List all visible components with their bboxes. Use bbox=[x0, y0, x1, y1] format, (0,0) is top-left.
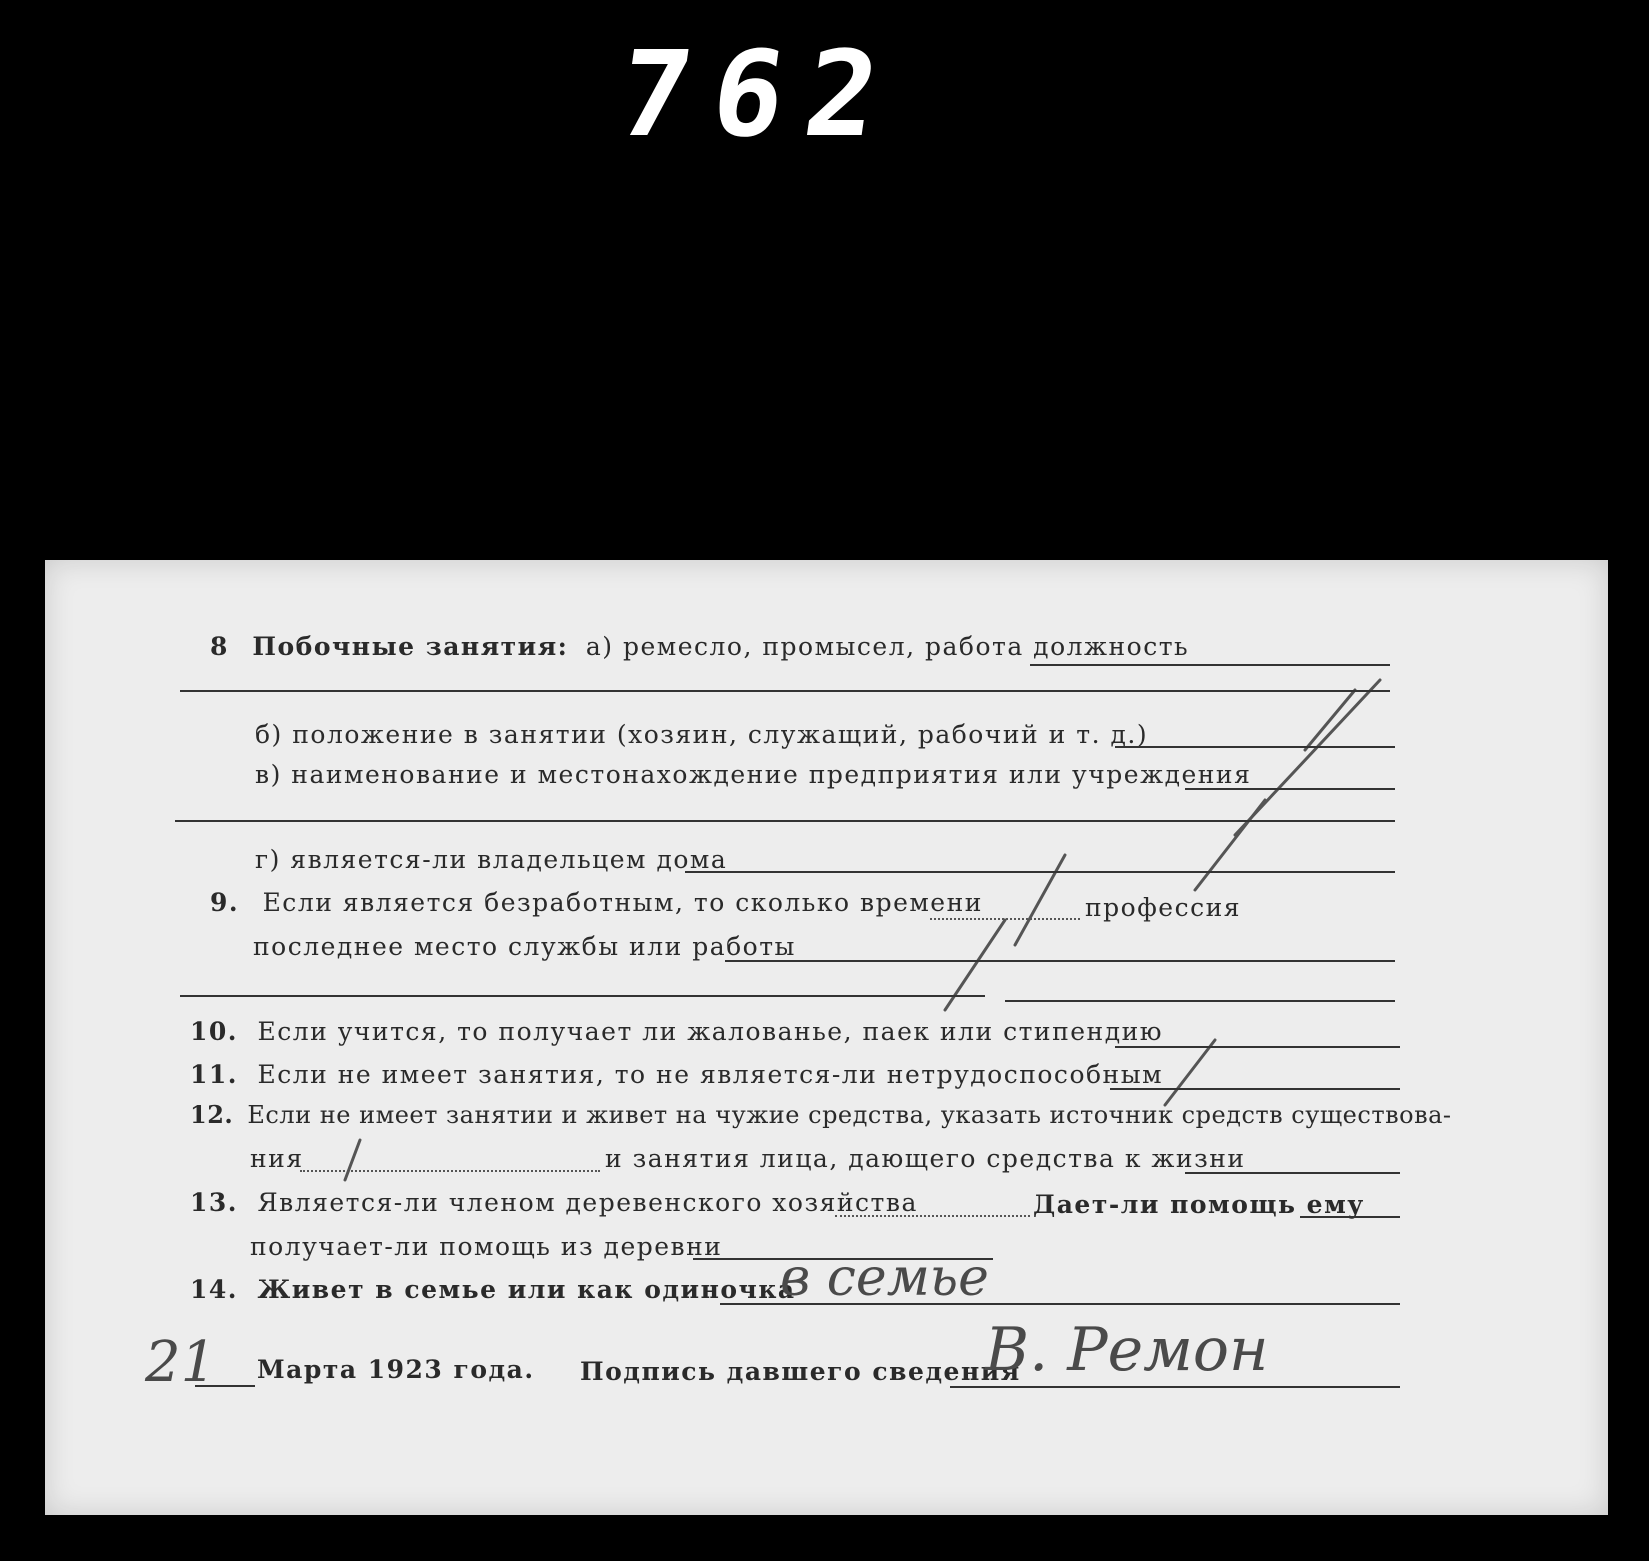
q8-v-answer-line bbox=[1185, 788, 1395, 790]
q12-source-answer-line bbox=[300, 1170, 600, 1172]
q9-last-place-label: последнее место службы или работы bbox=[253, 932, 796, 961]
q11-answer-line bbox=[1110, 1088, 1400, 1090]
frame-number: 762 bbox=[610, 25, 909, 163]
q10-number: 10. bbox=[190, 1017, 238, 1046]
q8-b-label: б) положение в занятии (хозяин, служащий, рабочий и т. д.) bbox=[255, 720, 1149, 749]
q9-answer-line-2a bbox=[180, 995, 985, 997]
q9-last-place-answer-line bbox=[725, 960, 1395, 962]
q12-cont: ния bbox=[250, 1144, 304, 1173]
q12-occupation-label: и занятия лица, дающего средства к жизни bbox=[605, 1144, 1246, 1173]
q8-g-label: г) является-ли владельцем дома bbox=[255, 845, 728, 874]
q12-occupation-answer-line bbox=[1185, 1172, 1400, 1174]
q9-answer-line-2b bbox=[1005, 1000, 1395, 1002]
q13-help-answer-line bbox=[1300, 1216, 1400, 1218]
q8-g-answer-line bbox=[685, 871, 1395, 873]
q13-text: Является-ли членом деревенского хозяйства bbox=[257, 1188, 918, 1217]
questionnaire-card bbox=[45, 560, 1608, 1515]
q11-text: Если не имеет занятия, то не является-ли нетрудоспособным bbox=[257, 1060, 1164, 1089]
q11-line bbox=[190, 1060, 1163, 1090]
footer-handwritten-day: 21 bbox=[145, 1330, 217, 1395]
footer-signature: В. Ремон bbox=[985, 1315, 1269, 1385]
q13-member-answer-line bbox=[835, 1215, 1030, 1217]
q14-handwritten-answer: в семье bbox=[780, 1248, 989, 1308]
q14-text: Живет в семье или как одиночка bbox=[257, 1275, 796, 1304]
footer-signature-line bbox=[950, 1386, 1400, 1388]
q9-line bbox=[210, 888, 983, 918]
q13-line bbox=[190, 1188, 918, 1218]
q12-line bbox=[190, 1100, 1452, 1130]
q12-cont-line bbox=[250, 1144, 304, 1174]
q10-answer-line bbox=[1115, 1046, 1400, 1048]
q13-number: 13. bbox=[190, 1188, 238, 1217]
q8-title: Побочные занятия: bbox=[252, 632, 569, 661]
q10-text: Если учится, то получает ли жалованье, паек или стипендию bbox=[257, 1017, 1164, 1046]
q9-time-answer-line bbox=[930, 918, 1080, 920]
q8-number: 8 bbox=[210, 632, 229, 661]
q11-number: 11. bbox=[190, 1060, 238, 1089]
q13-receives-label: получает-ли помощь из деревни bbox=[250, 1232, 723, 1261]
q12-text: Если не имеет занятии и живет на чужие средства, указать источник средств существова- bbox=[247, 1101, 1452, 1129]
q9-text: Если является безработным, то сколько времени bbox=[262, 888, 983, 917]
q8-a-label: а) ремесло, промысел, работа должность bbox=[585, 632, 1190, 661]
q8-b-answer-line bbox=[1115, 746, 1395, 748]
q14-number: 14. bbox=[190, 1275, 238, 1304]
footer-day-line bbox=[195, 1385, 255, 1387]
footer-signature-label: Подпись давшего сведения bbox=[580, 1357, 1021, 1386]
q8-v-answer-line-2 bbox=[175, 820, 1395, 822]
q13-help-label: Дает-ли помощь ему bbox=[1033, 1190, 1365, 1219]
q14-line bbox=[190, 1275, 796, 1305]
q8-a-answer-line-2 bbox=[180, 690, 1390, 692]
footer-date: Марта 1923 года. bbox=[257, 1355, 535, 1384]
q9-profession-label: профессия bbox=[1085, 893, 1242, 922]
q8-v-label: в) наименование и местонахождение предприятия или учреждения bbox=[255, 760, 1252, 789]
q9-number: 9. bbox=[210, 888, 240, 917]
q8-a-answer-line bbox=[1030, 664, 1390, 666]
q12-number: 12. bbox=[190, 1100, 234, 1129]
q8-line-a bbox=[210, 632, 1189, 662]
q10-line bbox=[190, 1017, 1163, 1047]
